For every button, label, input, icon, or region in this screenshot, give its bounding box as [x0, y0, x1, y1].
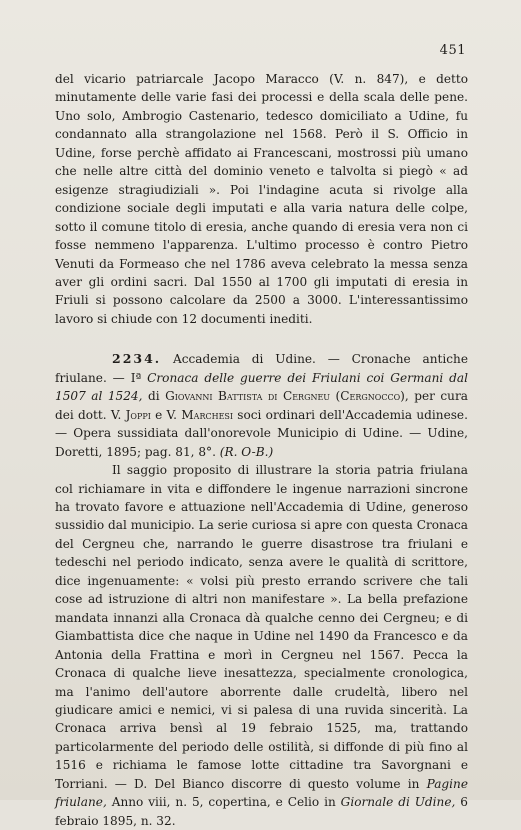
entry-shelfmark: (R. O-B.)	[219, 444, 274, 459]
entry-editors-prefix: , per cura dei dott. V.	[55, 389, 468, 422]
entry-editor-2: Marchesi	[181, 407, 234, 422]
entry-spacer	[55, 328, 468, 350]
entry-author: Giovanni Battista di Cergneu	[165, 389, 331, 404]
page-number: 451	[439, 43, 466, 58]
entry-heading: Accademia di Udine. — Cronache antiche friulane. —	[55, 352, 468, 385]
entry-number: 2234.	[112, 351, 162, 367]
paragraph-continued: del vicario patriarcale Jacopo Maracco (V. n. 847), e detto minutamente delle varie fasi dei processi e della scala delle pene. Uno solo, Ambrogio Castenario, tedesco domiciliato a Udine, fu condannato alla strangolazione nel 1568. Però il S. Officio in Udine, forse perchè affidato ai Francescani, mostrossi più umano che nelle altre città del dominio veneto e talvolta si piegò « ad esigenze stragiudiziali ». Poi l'indagine acuta si rivolge alla condizione sociale degli imputati e alla varia natura delle colpe, sotto il comune titolo di eresia, anche quando di eresia vera non ci fosse nemmeno l'apparenza. L'ultimo processo è contro Pietro Venuti da Formeaso che nel 1786 aveva celebrato la messa senza aver gli ordini sacri. Dal 1550 al 1700 gli imputati di eresia in Friuli si possono calcolare da 2500 a 3000. L'interessantissimo lavoro si chiude con 12 documenti inediti.	[55, 72, 468, 326]
entry-publication: soci ordinari dell'Accademia udinese. — Opera sussidiata dall'onorevole Municipio di Udine. — Udine, Doretti, 1895; pag. 81, 8°.	[55, 407, 468, 459]
entry-author-alt: (Cergnocco)	[335, 389, 405, 404]
bibliographic-entry	[55, 350, 468, 461]
journal-ref-1: Anno viii, n. 5, copertina, e Celio in	[111, 795, 336, 810]
journal-ref-2: 6 febraio 1895, n. 32.	[55, 795, 468, 828]
entry-part-prefix: Iª	[130, 370, 142, 385]
text-column	[55, 70, 468, 830]
entry-title: Cronaca delle guerre dei Friulani coi Germani dal 1507 al 1524,	[55, 370, 468, 404]
entry-review-paragraph	[55, 461, 468, 830]
journal-giornale-di-udine: Giornale di Udine,	[340, 795, 456, 810]
entry-editors-mid: e V.	[155, 407, 178, 422]
review-text: Il saggio proposito di illustrare la storia patria friulana col richiamare in vita e diffondere le ingenue narrazioni sincrone ha trovato favore e attuazione nell'Accademia di Udine, generoso sussidio dal municipio. La serie curiosa si apre con questa Cronaca del Cergneu che, narrando le guerre disastrose tra friulani e tedeschi nel periodo indicato, senza avere le qualità di scrittore, dice ingenuamente: « volsi più presto errando scrivere che tali cose ad istruzione di altri non manifestare ». La bella prefazione mandata innanzi alla Cronaca dà qualche cenno dei Cergneu; e di Giambattista dice che naque in Udine nel 1490 da Francesco e da Antonia della Frattina e morì in Cergneu nel 1567. Pecca la Cronaca di qualche lieve inesattezza, specialmente cronologica, ma l'animo dell'autore aborrente dalle crudeltà, libero nel giudicare amici e nemici, vi si palesa di una ruvida sincerità. La Cronaca arriva bensì al 19 febraio 1525, ma, trattando particolarmente del periodo delle ostilità, si diffonde di più fino al 1516 e richiama le famose lotte cittadine tra Savorgnani e Torriani. — D. Del Bianco discorre di questo volume in	[55, 463, 468, 791]
journal-pagine-friulane: Pagine friulane,	[55, 776, 468, 810]
entry-by: di	[147, 389, 160, 404]
entry-editor-1: Joppi	[125, 407, 151, 422]
